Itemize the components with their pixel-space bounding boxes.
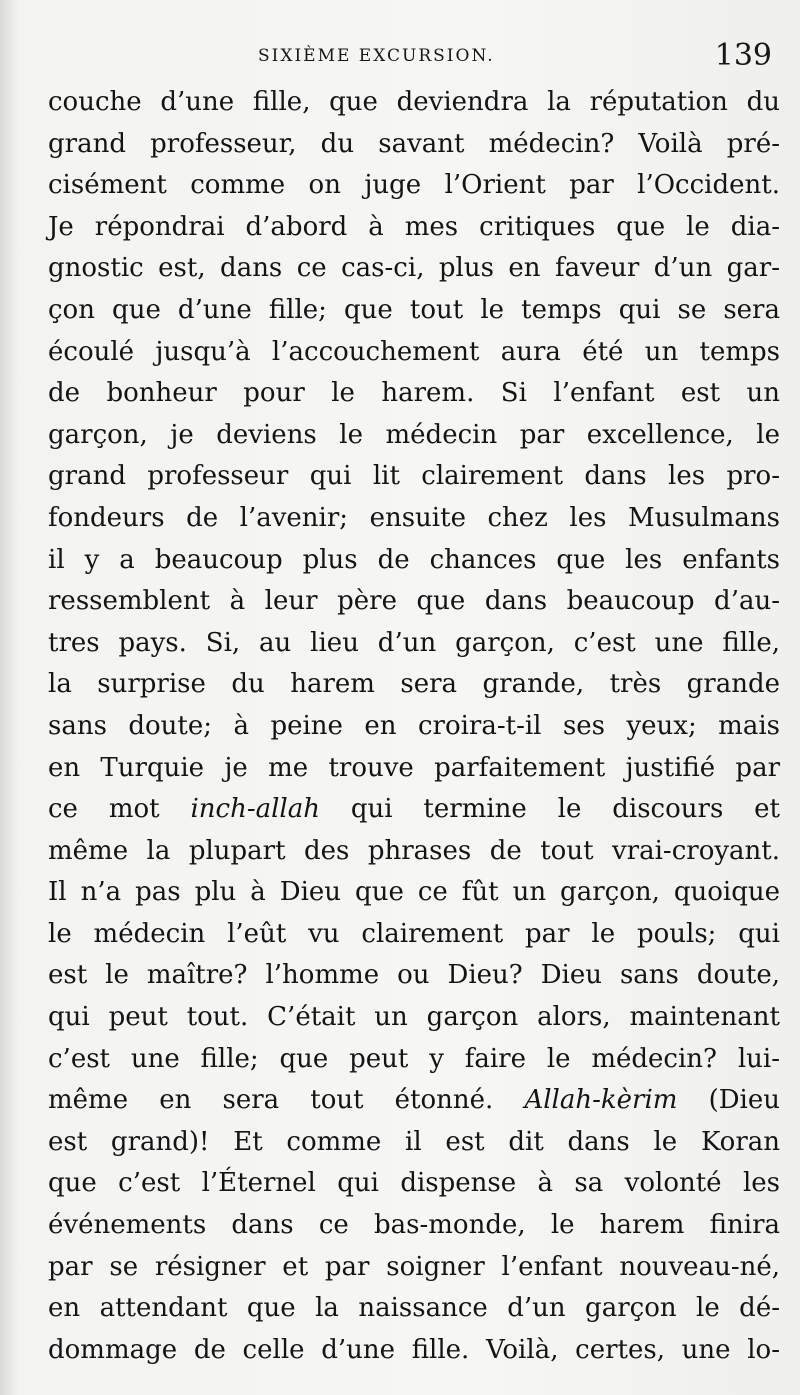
text-segment: gnostic est, dans ce cas-ci, plus en faveur d’un gar- [48, 253, 780, 284]
text-line [48, 540, 780, 582]
text-segment: (Dieu [677, 1085, 781, 1116]
text-segment: événements dans ce bas-monde, le harem finira [48, 1210, 780, 1241]
text-segment: cisément comme on juge l’Orient par l’Occident. [48, 170, 780, 201]
text-line [48, 248, 780, 290]
text-line [48, 207, 780, 249]
text-line [48, 664, 780, 706]
text-line [48, 706, 780, 748]
text-segment: qui peut tout. C’était un garçon alors, maintenant [48, 1002, 780, 1033]
text-segment: grand professeur, du savant médecin? Voilà pré- [48, 128, 780, 159]
text-segment: que c’est l’Éternel qui dispense à sa volonté les [48, 1168, 780, 1199]
text-segment: est le maître? l’homme ou Dieu? Dieu sans doute, [48, 960, 780, 991]
text-line [48, 872, 780, 914]
text-segment: le médecin l’eût vu clairement par le pouls; qui [48, 918, 780, 949]
text-line [48, 498, 780, 540]
text-segment: qui termine le discours et [319, 794, 780, 825]
text-segment: il y a beaucoup plus de chances que les enfants [48, 544, 780, 575]
text-segment: ressemblent à leur père que dans beaucoup d’au- [48, 586, 780, 617]
text-segment: garçon, je deviens le médecin par excellence, le [48, 419, 780, 450]
text-line [48, 789, 780, 831]
text-segment: de bonheur pour le harem. Si l’enfant est un [48, 378, 780, 409]
text-segment: fondeurs de l’avenir; ensuite chez les Musulmans [48, 502, 780, 533]
body-text [48, 82, 780, 1371]
text-segment: même en sera tout étonné. [48, 1085, 525, 1116]
page-header [0, 38, 800, 80]
text-line [48, 82, 780, 124]
text-line [48, 997, 780, 1039]
text-line [48, 290, 780, 332]
text-segment: dommage de celle d’une fille. Voilà, certes, une lo- [48, 1334, 780, 1365]
text-segment: même la plupart des phrases de tout vrai-croyant. [48, 835, 780, 866]
text-line [48, 623, 780, 665]
text-line [48, 1330, 780, 1372]
text-line [48, 914, 780, 956]
text-line [48, 415, 780, 457]
text-line [48, 1163, 780, 1205]
text-segment: couche d’une fille, que deviendra la réputation du [48, 87, 780, 117]
italic-phrase: inch-allah [190, 794, 320, 825]
text-line [48, 1122, 780, 1164]
text-segment: par se résigner et par soigner l’enfant nouveau-né, [48, 1251, 780, 1282]
text-line [48, 748, 780, 790]
text-segment: c’est une fille; que peut y faire le médecin? lui- [48, 1043, 780, 1074]
text-segment: çon que d’une fille; que tout le temps qui se sera [48, 294, 780, 325]
text-line [48, 581, 780, 623]
text-line [48, 1288, 780, 1330]
text-segment: Il n’a pas plu à Dieu que ce fût un garçon, quoique [48, 877, 780, 908]
text-line [48, 1039, 780, 1081]
text-segment: grand professeur qui lit clairement dans les pro- [48, 461, 780, 492]
text-segment: Je répondrai d’abord à mes critiques que le dia- [48, 211, 780, 242]
text-line [48, 332, 780, 374]
text-line [48, 165, 780, 207]
text-segment: écoulé jusqu’à l’accouchement aura été un temps [48, 336, 780, 367]
text-line [48, 831, 780, 873]
running-head: SIXIÈME EXCURSION. [258, 46, 495, 66]
text-segment: tres pays. Si, au lieu d’un garçon, c’est une fille, [48, 627, 780, 658]
text-line [48, 1247, 780, 1289]
text-segment: ce mot [48, 794, 191, 825]
page-number: 139 [714, 38, 772, 73]
text-line [48, 1080, 780, 1122]
text-segment: en attendant que la naissance d’un garçon le dé- [48, 1293, 780, 1324]
text-segment: est grand)! Et comme il est dit dans le Koran [48, 1126, 780, 1157]
text-line [48, 1205, 780, 1247]
text-line [48, 456, 780, 498]
italic-phrase: Allah-kèrim [524, 1085, 678, 1116]
text-line [48, 373, 780, 415]
text-segment: la surprise du harem sera grande, très grande [48, 669, 780, 700]
text-line [48, 124, 780, 166]
text-line [48, 955, 780, 997]
text-segment: en Turquie je me trouve parfaitement justifié par [48, 752, 780, 783]
text-segment: sans doute; à peine en croira-t-il ses yeux; mais [48, 710, 780, 741]
